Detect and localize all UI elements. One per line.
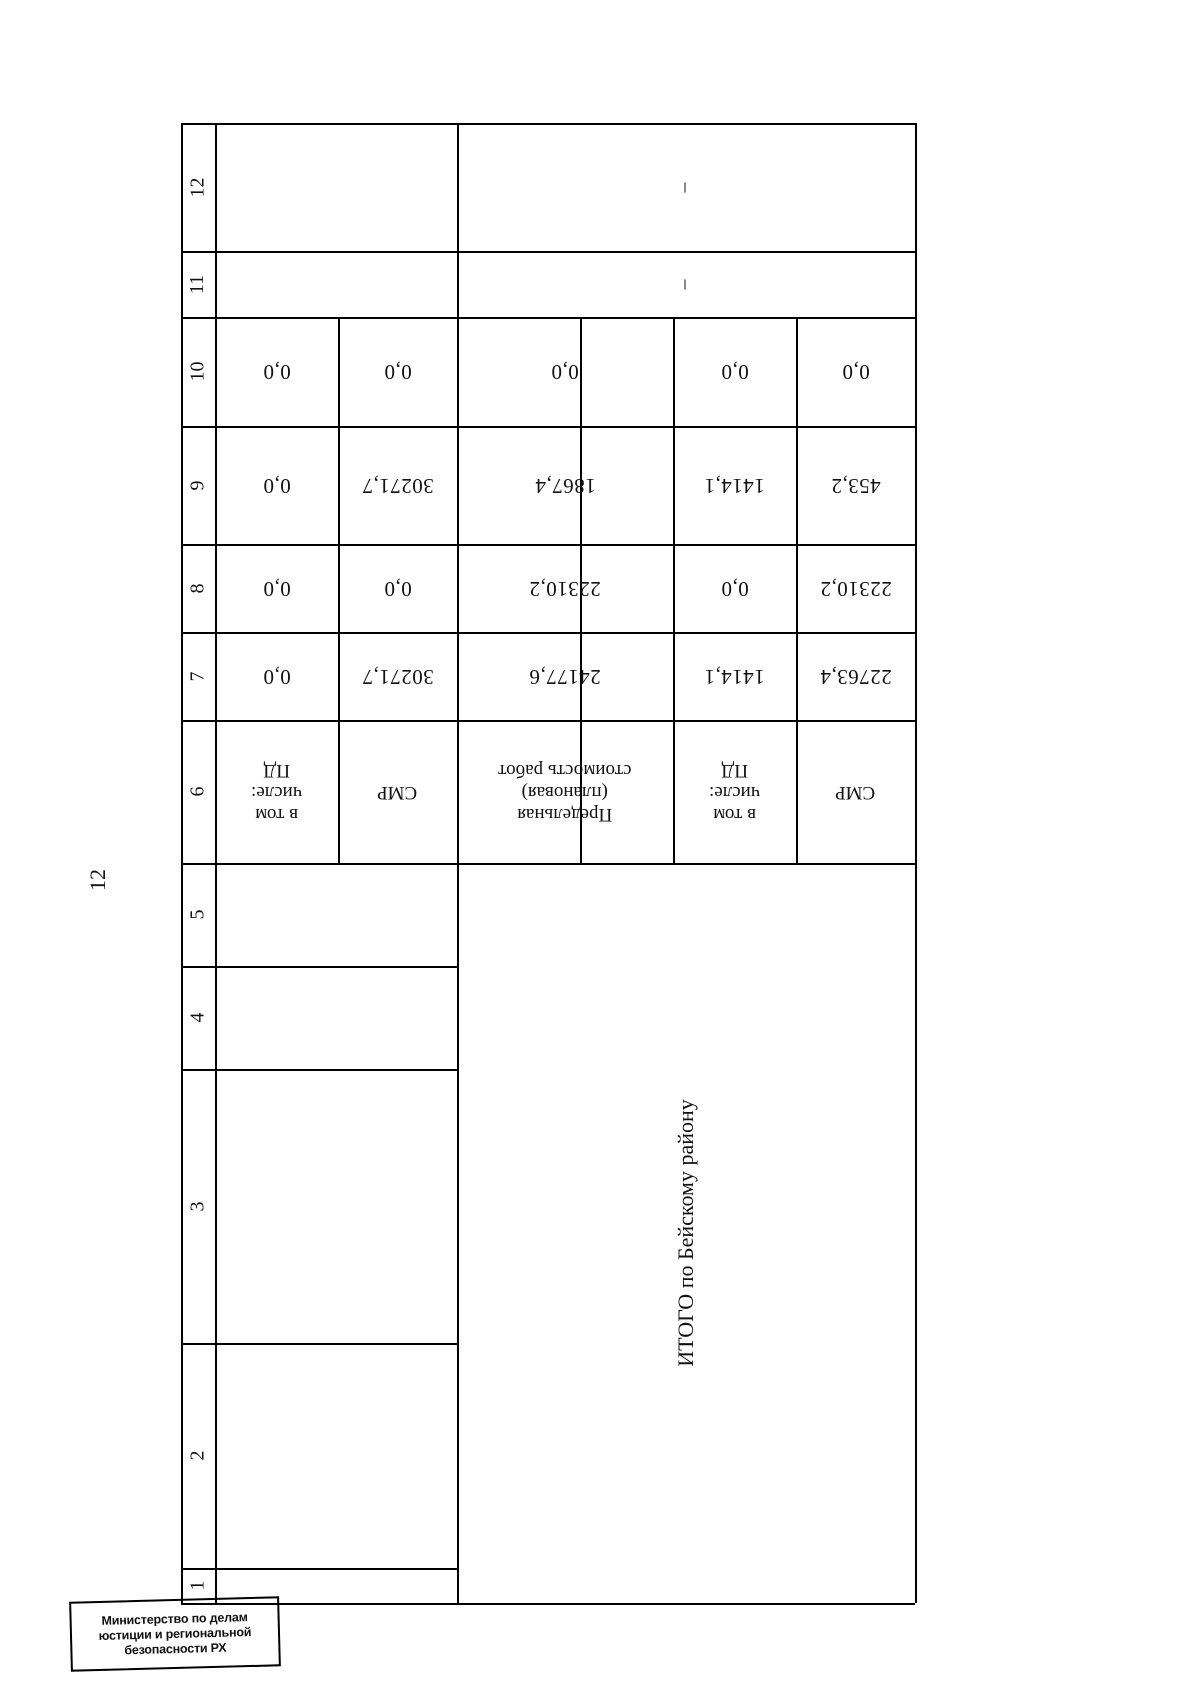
page-number: 12 [85, 869, 110, 891]
itogo-row-2-col10-text [721, 359, 749, 384]
table-rule [181, 1603, 915, 1605]
itogo-row-2-label-line: числе: [708, 781, 761, 803]
top-row-1-label-line: числе: [250, 781, 303, 803]
itogo-col11-line: – [675, 279, 698, 289]
itogo-row-2-col8 [673, 544, 796, 632]
column-number-10 [181, 317, 215, 426]
column-number-8 [181, 544, 215, 632]
data-table [181, 123, 915, 1603]
column-number-12-line: 12 [186, 177, 209, 197]
top-row-2-col9 [338, 426, 457, 544]
top-row-1-col7 [215, 632, 338, 720]
column-number-6-text [187, 787, 210, 797]
itogo-row-1-col9 [457, 426, 673, 544]
table-rule [181, 1568, 457, 1570]
column-number-10-line: 10 [186, 361, 209, 382]
itogo-col11-text [675, 279, 698, 289]
top-row-2-label-line: СМР [377, 781, 418, 803]
top-row-1-col9-text [263, 473, 291, 498]
itogo-row-1-col10 [457, 317, 673, 426]
column-number-3 [181, 1069, 215, 1343]
top-row-1-label-line: в том [255, 803, 298, 825]
column-number-12-text [187, 177, 210, 197]
itogo-row-2-col9 [673, 426, 796, 544]
itogo-row-3-label-line: СМР [835, 781, 876, 803]
itogo-row-3-col9-line: 453,2 [830, 473, 881, 498]
itogo-col12-text [675, 182, 698, 192]
top-row-2-col9-text [362, 473, 434, 498]
itogo-row-2-col7 [673, 632, 796, 720]
itogo-title [457, 863, 915, 1603]
column-number-9-text [187, 480, 210, 490]
top-row-1-label-text [251, 759, 302, 825]
itogo-row-1-col8-text [529, 576, 601, 601]
itogo-row-3-col7-text [820, 664, 892, 689]
top-row-2-col8 [338, 544, 457, 632]
top-row-1-col7-text [263, 664, 291, 689]
column-number-5-text [187, 910, 210, 920]
itogo-row-1-label-line: (плановая) [521, 781, 609, 803]
table-rule [181, 966, 457, 968]
itogo-row-2-col7-line: 1414,1 [704, 664, 765, 689]
table-rule [181, 1343, 457, 1345]
top-row-1-col8 [215, 544, 338, 632]
itogo-row-1-label-line: стоимость работ [498, 759, 632, 781]
itogo-row-1-col7-line: 24177,6 [529, 664, 601, 689]
top-row-1-col8-line: 0,0 [262, 576, 291, 601]
top-row-1-col9-line: 0,0 [262, 473, 291, 498]
column-number-9 [181, 426, 215, 544]
itogo-row-1-col7 [457, 632, 673, 720]
itogo-row-3-col8-line: 22310,2 [819, 576, 892, 601]
itogo-title-text [673, 1099, 699, 1367]
itogo-row-3-label-text [835, 781, 875, 803]
itogo-row-2-col10-line: 0,0 [720, 360, 749, 384]
top-row-1-label [215, 720, 338, 863]
itogo-row-2-col9-text [704, 473, 765, 498]
itogo-row-1-col8-line: 22310,2 [529, 576, 601, 601]
itogo-row-2-col9-line: 1414,1 [704, 473, 765, 498]
top-row-1-col8-text [263, 576, 291, 601]
column-number-2-text [187, 1451, 210, 1461]
column-number-7-text [187, 671, 210, 681]
itogo-col12 [457, 123, 915, 251]
column-number-9-line: 9 [186, 480, 209, 490]
itogo-row-1-col9-line: 1867,4 [534, 473, 596, 498]
itogo-row-3-col7 [796, 632, 915, 720]
itogo-row-2-label-line: ПД [721, 759, 748, 781]
column-number-3-line: 3 [186, 1201, 209, 1211]
itogo-row-2-col8-text [721, 576, 749, 601]
column-number-6 [181, 720, 215, 863]
itogo-row-1-col10-line: 0,0 [551, 360, 579, 384]
itogo-row-1-col10-text [551, 359, 579, 384]
top-row-1-col10-line: 0,0 [262, 360, 291, 384]
column-number-4 [181, 966, 215, 1069]
table-rule [181, 1069, 457, 1071]
column-number-5-line: 5 [186, 909, 209, 920]
column-number-3-text [187, 1201, 210, 1211]
column-number-4-line: 4 [186, 1012, 209, 1023]
column-number-6-line: 6 [186, 786, 209, 797]
itogo-col11 [457, 251, 915, 317]
stamp-line-3: безопасности РХ [124, 1640, 227, 1657]
top-row-2-col8-line: 0,0 [383, 576, 412, 601]
itogo-col12-line: – [675, 182, 698, 192]
stamp-line-2: юстиции и региональной [98, 1624, 252, 1643]
stamp-line-1: Министерство по делам [101, 1609, 248, 1628]
column-number-11-text [186, 274, 209, 293]
itogo-row-2-label-text [709, 759, 760, 825]
column-number-7 [181, 632, 215, 720]
top-row-2-col7 [338, 632, 457, 720]
column-number-1-line: 1 [186, 1580, 209, 1591]
itogo-row-2-col7-text [704, 664, 765, 689]
top-row-1-col10-text [263, 359, 291, 384]
column-number-10-text [187, 362, 210, 382]
itogo-row-3-col10 [796, 317, 915, 426]
itogo-row-3-col8 [796, 544, 915, 632]
itogo-row-3-label [796, 720, 915, 863]
itogo-row-1-col8 [457, 544, 673, 632]
column-number-11-line: 11 [186, 274, 209, 294]
top-row-1-col10 [215, 317, 338, 426]
top-row-1-label-line: ПД [263, 759, 290, 781]
top-row-2-col7-text [362, 664, 434, 689]
itogo-row-2-label [673, 720, 796, 863]
top-row-2-col8-text [384, 576, 412, 601]
column-number-7-line: 7 [186, 671, 209, 681]
table-rule [915, 123, 917, 1603]
column-number-5 [181, 863, 215, 966]
itogo-row-3-col9 [796, 426, 915, 544]
top-row-1-col7-line: 0,0 [262, 664, 291, 689]
itogo-row-2-col8-line: 0,0 [720, 576, 749, 601]
top-row-2-label [338, 720, 457, 863]
itogo-row-2-label-line: в том [713, 803, 756, 825]
top-row-2-col9-line: 30271,7 [361, 473, 434, 498]
itogo-row-1-label-line: Предельная [517, 803, 613, 825]
column-number-4-text [187, 1013, 210, 1023]
itogo-row-3-col8-text [820, 576, 892, 601]
column-number-8-line: 8 [186, 583, 209, 593]
itogo-row-2-col10 [673, 317, 796, 426]
column-number-11 [181, 251, 215, 317]
column-number-12 [181, 123, 215, 251]
top-row-2-label-text [377, 781, 417, 803]
top-row-2-col7-line: 30271,7 [361, 664, 434, 689]
itogo-row-3-col10-text [842, 359, 870, 384]
column-number-1-text [187, 1581, 210, 1591]
itogo-row-1-label-text [498, 759, 631, 825]
top-row-2-col10 [338, 317, 457, 426]
column-number-2-line: 2 [186, 1450, 209, 1461]
top-row-2-col10-text [384, 359, 412, 384]
itogo-row-1-col9-text [535, 473, 596, 498]
column-number-2 [181, 1343, 215, 1568]
itogo-row-1-col7-text [529, 664, 601, 689]
itogo-row-3-col10-line: 0,0 [841, 360, 870, 384]
top-row-2-col10-line: 0,0 [383, 360, 412, 384]
itogo-title-line: ИТОГО по Бейскому району [672, 1099, 698, 1367]
column-number-8-text [187, 583, 210, 593]
ministry-stamp [69, 1596, 281, 1671]
itogo-row-3-col9-text [831, 473, 881, 498]
itogo-row-1-label [457, 720, 673, 863]
itogo-row-3-col7-line: 22763,4 [819, 664, 892, 689]
top-row-1-col9 [215, 426, 338, 544]
